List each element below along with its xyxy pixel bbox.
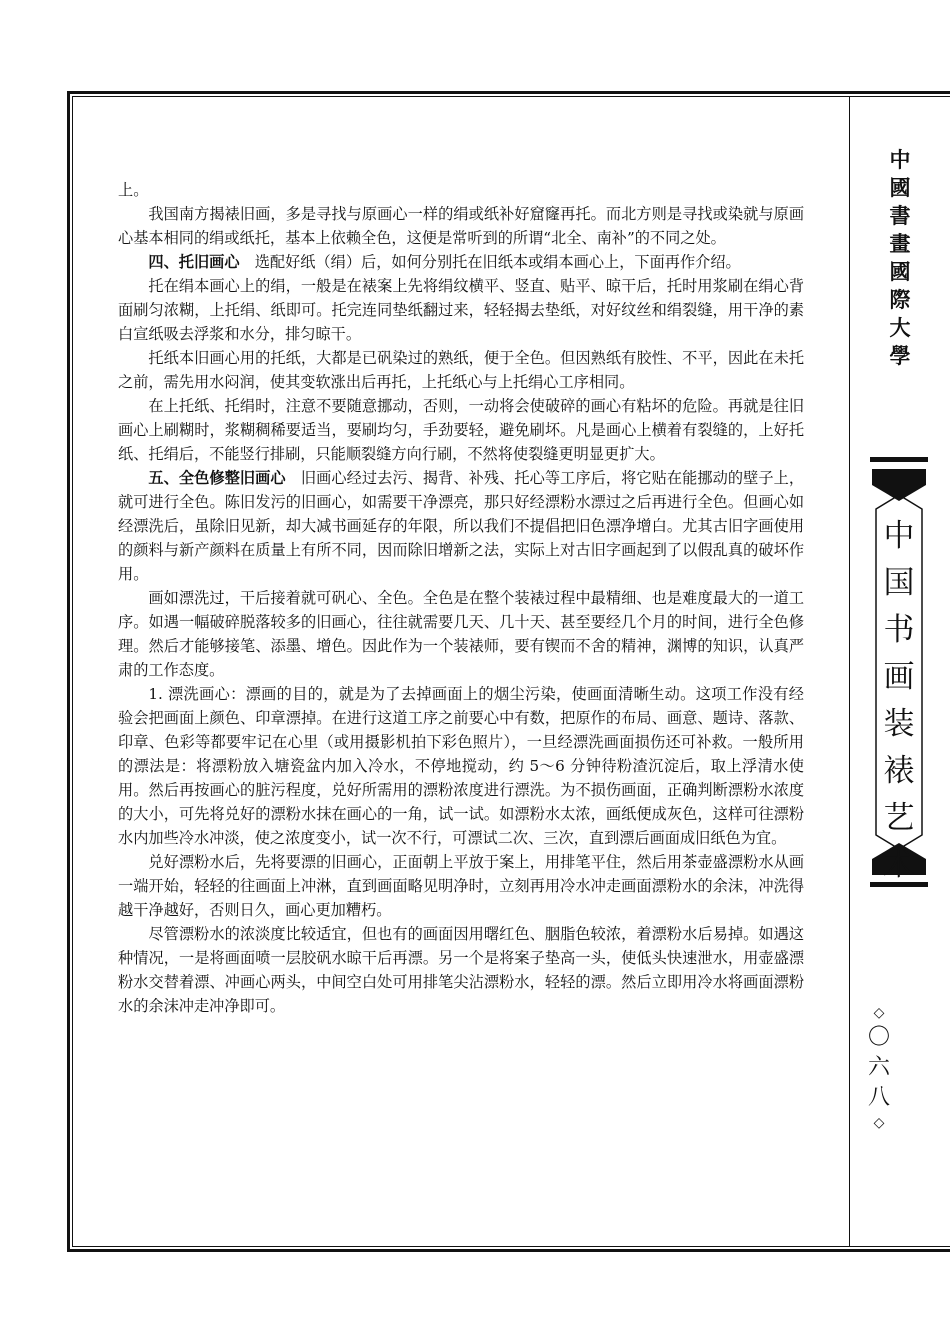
university-title-char: 學 — [889, 344, 911, 368]
university-title-char: 中 — [889, 148, 911, 172]
book-title — [872, 513, 926, 889]
paragraph-1: 上。 — [118, 181, 149, 199]
book-title-char: 中 — [883, 518, 915, 554]
university-title-char: 國 — [889, 260, 911, 284]
university-title-char: 大 — [889, 316, 911, 340]
book-title-char: 艺 — [883, 800, 915, 836]
book-title-char: 画 — [883, 659, 915, 695]
paragraph-11: 尽管漂粉水的浓淡度比较适宜，但也有的画面因用曙红色、胭脂色较浓，着漂粉水后易掉。如遇这种情况，一是将画面喷一层胶矾水晾干后再漂。另一个是将案子垫高一头，使低头快速泄水，用壶盛漂粉水交替着漂、冲画心两头，中间空白处可用排笔尖沾漂粉水，轻轻的漂。然后立即用冷水将画面漂粉水的余沫冲走冲净即可。 — [118, 925, 804, 1015]
page-number — [862, 1003, 896, 1133]
book-title-char: 术 — [883, 847, 915, 883]
paragraph-3 — [118, 250, 804, 274]
paragraph-10: 兑好漂粉水后，先将要漂的旧画心，正面朝上平放于案上，用排笔平住，然后用茶壶盛漂粉水从画一端开始，轻轻的往画面上冲淋，直到画面略见明净时，立刻再用冷水冲走画面漂粉水的余沫，冲洗得越干净越好，否则日久，画心更加糟朽。 — [118, 853, 804, 919]
university-title-char: 際 — [889, 288, 911, 312]
paragraph-7-text: 旧画心经过去污、揭背、补残、托心等工序后，将它贴在能挪动的壁子上，就可进行全色。陈旧发污的旧画心，如需要干净漂亮，那只好经漂粉水漂过之后再进行全色。但画心如经漂洗后，虽除旧见新，却大减书画延存的年限，所以我们不提倡把旧色漂净增白。尤其古旧字画使用的颜料与新产颜料在质量上有所不同，因而除旧增新之法，实际上对古旧字画起到了以假乱真的破坏作用。 — [118, 469, 805, 583]
paragraph-3-text: 选配好纸（绢）后，如何分别托在旧纸本或绢本画心上，下面再作介绍。 — [239, 253, 741, 271]
section-heading-5: 五、全色修整旧画心 — [148, 469, 286, 487]
book-title-char: 国 — [883, 565, 915, 601]
university-title-char: 書 — [889, 204, 911, 228]
paragraph-8: 画如漂洗过，干后接着就可矾心、全色。全色是在整个装裱过程中最精细、也是难度最大的一道工序。如遇一幅破碎脱落较多的旧画心，往往就需要几天、几十天、甚至要经几个月的时间，进行全色修理。然后才能够接笔、添墨、增色。因此作为一个装裱师，要有锲而不舍的精神，渊博的知识，认真严肃的工作态度。 — [118, 589, 804, 679]
book-title-char: 装 — [883, 706, 915, 742]
page-number-digit: 〇 — [867, 1025, 890, 1050]
paragraph-4: 托在绢本画心上的绢，一般是在裱案上先将绢纹横平、竖直、贴平、晾干后，托时用浆刷在绢心背面刷匀浓糊，上托绢、纸即可。托完连同垫纸翻过来，轻轻揭去垫纸，对好纹丝和绢裂缝，用干净的素白宣纸吸去浮浆和水分，排匀晾干。 — [118, 277, 804, 343]
paragraph-2: 我国南方揭裱旧画，多是寻找与原画心一样的绢或纸补好窟窿再托。而北方则是寻找或染就与原画心基本相同的绢或纸托，基本上依赖全色，这便是常听到的所谓“北全、南补”的不同之处。 — [118, 205, 804, 247]
paragraph-6: 在上托纸、托绢时，注意不要随意挪动，否则，一动将会使破碎的画心有粘坏的危险。再就是往旧画心上刷糊时，浆糊稠稀要适当，要刷均匀，手劲要轻，避免刷坏。凡是画心上横着有裂缝的，上好托纸、托绢后，不能竖行排刷，只能顺裂缝方向行刷，不然将使裂缝更明显更扩大。 — [118, 397, 804, 463]
book-title-char: 裱 — [883, 753, 915, 789]
paragraph-5: 托纸本旧画心用的托纸，大都是已矾染过的熟纸，便于全色。但因熟纸有胶性、不平，因此在未托之前，需先用水闷润，使其变软涨出后再托，上托纸心与上托绢心工序相同。 — [118, 349, 804, 391]
university-title-char: 畫 — [889, 232, 911, 256]
university-title — [850, 146, 950, 370]
page-body — [118, 178, 804, 1018]
paragraph-9: 1. 漂洗画心：漂画的目的，就是为了去掉画面上的烟尘污染，使画面清晰生动。这项工作没有经验会把画面上颜色、印章漂掉。在进行这道工序之前要心中有数，把原作的布局、画意、题诗、落款、印章、色彩等都要牢记在心里（或用摄影机拍下彩色照片），一旦经漂洗画面损伤还可补救。一般所用的漂法是：将漂粉放入塘瓷盆内加入冷水，不停地搅动，约 5～6 分钟待粉渣沉淀后，取上浮清水使用。然后再按画心的脏污程度，兑好所需用的漂粉浓度进行漂洗。为不损伤画面，正确判断漂粉水浓度的大小，可先将兑好的漂粉水抹在画心的一角，试一试。如漂粉水太浓，画纸便成灰色，这样可往漂粉水内加些冷水冲淡，使之浓度变小，试一次不行，可漂试二次、三次，直到漂后画面成旧纸色为宜。 — [118, 685, 804, 847]
diamond-icon: ◇ — [873, 1005, 885, 1021]
page-number-digit: 八 — [867, 1085, 890, 1110]
university-title-char: 國 — [889, 176, 911, 200]
section-heading-4: 四、托旧画心 — [148, 253, 240, 271]
page-number-digit: 六 — [867, 1055, 890, 1080]
paragraph-7 — [118, 466, 804, 586]
diamond-icon: ◇ — [873, 1115, 885, 1131]
book-title-char: 书 — [883, 612, 915, 648]
